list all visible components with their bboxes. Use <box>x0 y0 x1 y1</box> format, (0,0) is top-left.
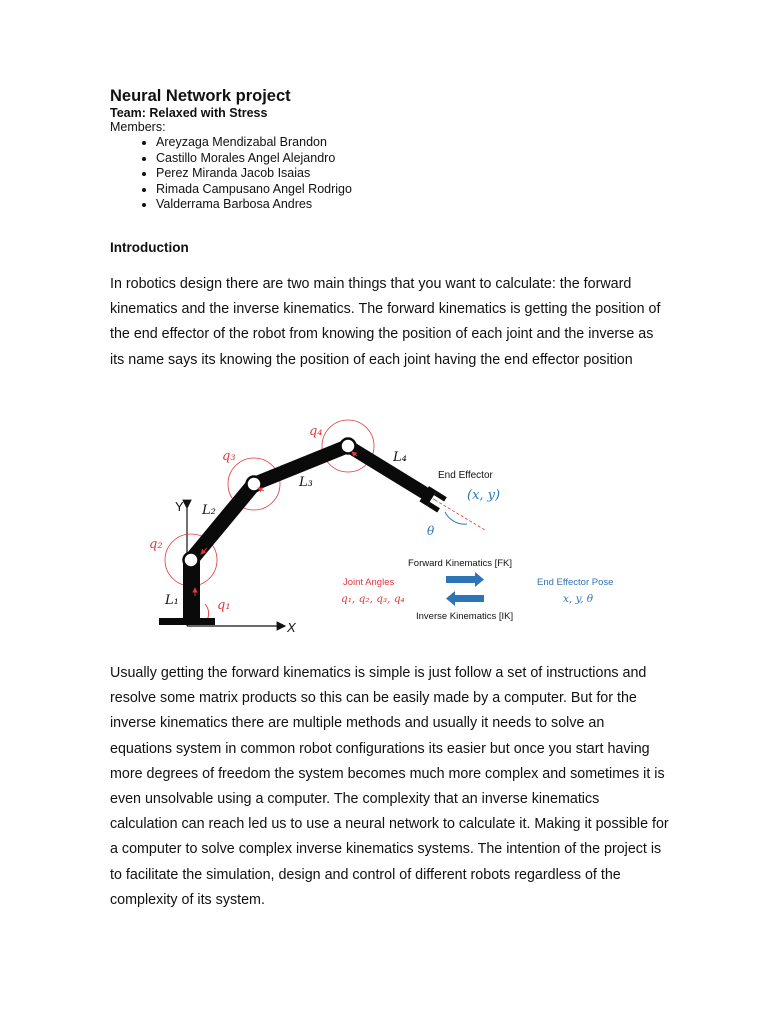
document-page <box>110 86 670 373</box>
x-axis-label: X <box>287 620 296 635</box>
joint-angles-label: Joint Angles <box>343 577 395 588</box>
robot-arm-figure <box>145 408 635 640</box>
end-effector-pose-label: End Effector Pose <box>537 577 614 588</box>
label-q3: q₃ <box>222 449 236 464</box>
member-item: • Castillo Morales Angel Alejandro <box>156 151 670 167</box>
member-item: • Valderrama Barbosa Andres <box>156 197 670 213</box>
dashed-ee <box>435 500 485 530</box>
joint-angles-values: q₁, q₂, q₃, q₄ <box>341 593 405 605</box>
label-q2: q₂ <box>149 537 163 552</box>
member-item: • Perez Miranda Jacob Isaias <box>156 166 670 182</box>
y-axis-label: Y <box>175 499 184 514</box>
forward-kinematics-label: Forward Kinematics [FK] <box>408 558 512 569</box>
joint-arc-q1 <box>205 604 209 620</box>
label-l4: L₄ <box>393 450 407 465</box>
member-item: • Rimada Campusano Angel Rodrigo <box>156 182 670 198</box>
forward-arrow <box>446 572 484 587</box>
robot-link-l1 <box>183 560 200 620</box>
intro-paragraph: In robotics design there are two main things that you want to calculate: the forward kinematics and the inverse kinematics. The forward kinematics is getting the position of the end effector of the robot from knowing the position of each joint and the inverse as its name says its knowing the position of each joint having the end effector position <box>110 275 661 368</box>
label-q1: q₁ <box>217 598 231 613</box>
label-q4: q₄ <box>309 424 323 439</box>
label-l2: L₂ <box>202 503 216 518</box>
end-effector-pose-values: x, y, θ <box>563 593 594 605</box>
introduction-heading: Introduction <box>110 239 189 255</box>
robot-arm-diagram <box>145 408 635 640</box>
inverse-kinematics-label: Inverse Kinematics [IK] <box>416 611 514 622</box>
members-label: Members: <box>110 120 166 134</box>
team-name: Team: Relaxed with Stress <box>110 106 268 120</box>
members-list <box>110 135 670 213</box>
robot-link-l2 <box>191 484 254 560</box>
end-effector-label: End Effector <box>438 470 493 481</box>
body-paragraph-2: Usually getting the forward kinematics is simple is just follow a set of instructions and resolve some matrix products so this can be easily made by a computer. But for the inverse kinematics there are multiple methods and usually it needs to solve an equations system in common robot configurations its easier but once you start having more degrees of freedom the system becomes much more complex and sometimes it is even unsolvable using a computer. The complexity that an inverse kinematics calculation can reach led us to use a neural network to calculate it. Making it possible for a computer to solve complex inverse kinematics systems. The intention of the project is to facilitate the simulation, design and control of different robots regardless of the complexity of its system. <box>110 665 669 908</box>
label-l1: L₁ <box>165 593 179 608</box>
joint-q2 <box>184 553 199 568</box>
inverse-arrow <box>446 591 484 606</box>
theta-arc <box>445 512 467 524</box>
member-item: • Areyzaga Mendizabal Brandon <box>156 135 670 151</box>
joint-q3 <box>247 477 262 492</box>
label-l3: L₃ <box>299 475 313 490</box>
end-effector-xy: (x, y) <box>467 488 501 503</box>
document-title: Neural Network project <box>110 87 291 105</box>
theta-label: θ <box>427 524 435 538</box>
joint-q4 <box>341 439 356 454</box>
